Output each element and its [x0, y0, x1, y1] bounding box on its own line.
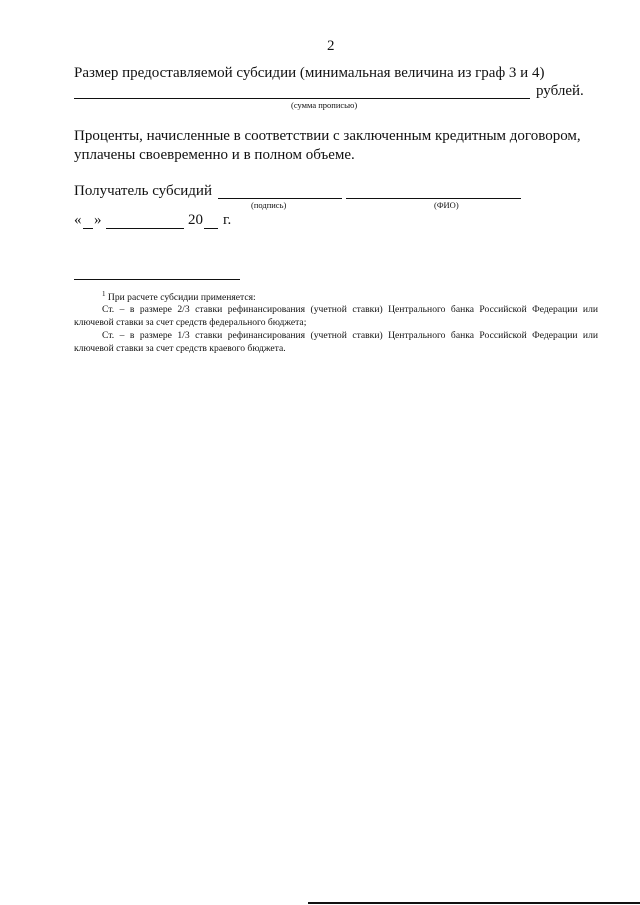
- interest-statement-line1: Проценты, начисленные в соответствии с заключенным кредитным договором,: [74, 128, 581, 144]
- date-open-quote: «: [74, 212, 82, 228]
- footnote-item-federal: Ст. – в размере 2/3 ставки рефинансирования (учетной ставки) Центрального банка Российской Федерации или ключевой ставки за счет средств федерального бюджета;: [74, 304, 598, 328]
- day-field[interactable]: [83, 228, 93, 229]
- footnote-separator: [74, 279, 240, 280]
- signature-field[interactable]: [218, 198, 342, 199]
- footnote-intro: [102, 290, 256, 303]
- subsidy-amount-field[interactable]: [74, 98, 530, 99]
- full-name-field[interactable]: [346, 198, 521, 199]
- amount-in-words-hint: (сумма прописью): [291, 100, 358, 110]
- year-suffix: г.: [223, 212, 232, 228]
- year-century: 20: [188, 212, 203, 228]
- year-field[interactable]: [204, 228, 218, 229]
- recipient-label: Получатель субсидий: [74, 183, 212, 199]
- subsidy-size-heading: Размер предоставляемой субсидии (минимальная величина из граф 3 и 4): [74, 65, 545, 81]
- date-close-quote: »: [94, 212, 102, 228]
- page-number: 2: [327, 38, 335, 54]
- full-name-hint: (ФИО): [434, 200, 459, 210]
- month-field[interactable]: [106, 228, 184, 229]
- signature-hint: (подпись): [251, 200, 287, 210]
- bottom-edge-line: [308, 902, 640, 904]
- footnote-item-regional: Ст. – в размере 1/3 ставки рефинансирования (учетной ставки) Центрального банка Российской Федерации или ключевой ставки за счет средств краевого бюджета.: [74, 330, 598, 354]
- footnote-marker: 1: [102, 290, 106, 298]
- interest-statement-line2: уплачены своевременно и в полном объеме.: [74, 147, 355, 163]
- footnote-intro-text: При расчете субсидии применяется:: [107, 292, 256, 303]
- currency-unit: рублей.: [536, 83, 584, 99]
